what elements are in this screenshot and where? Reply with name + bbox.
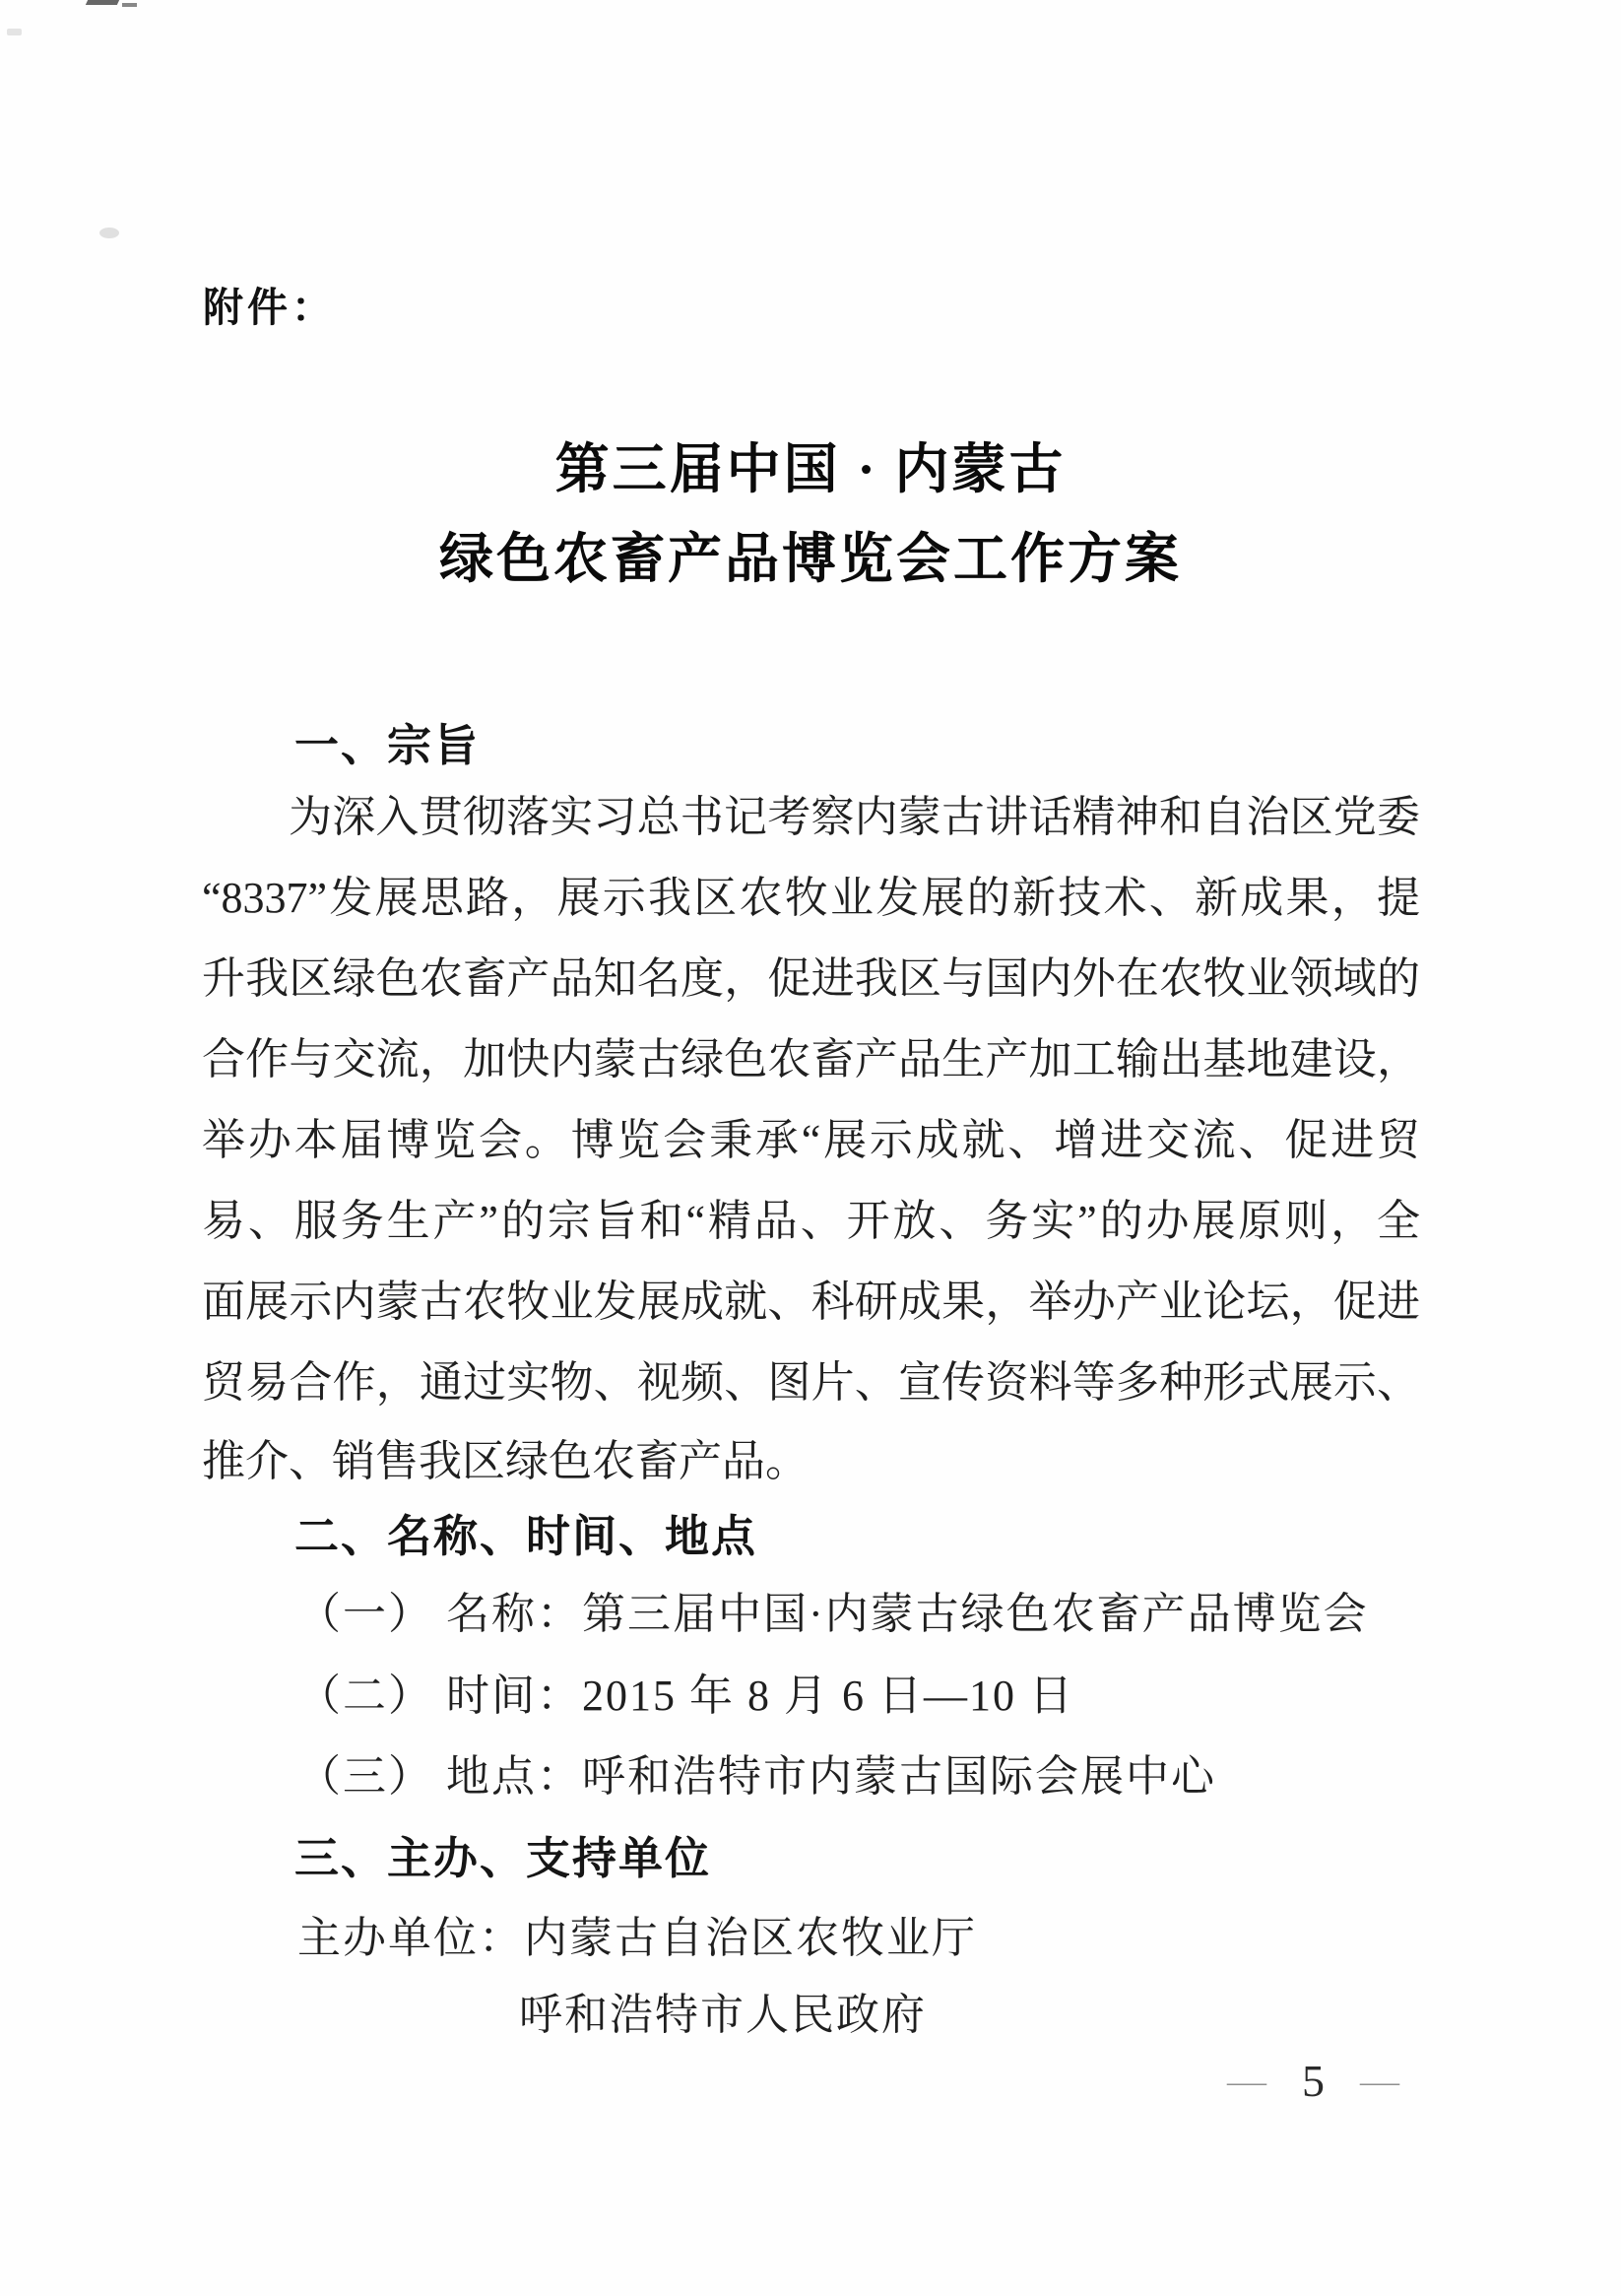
section3-heading: 三、主办、支持单位 (294, 1833, 712, 1883)
item-place: （三） 地点：呼和浩特市内蒙古国际会展中心 (297, 1752, 1216, 1801)
document-title-line2: 绿色农畜产品博览会工作方案 (438, 529, 1182, 589)
attachment-label: 附件： (203, 285, 336, 330)
paragraph-line: 为深入贯彻落实习总书记考察内蒙古讲话精神和自治区党委 (289, 793, 1420, 841)
paragraph-line: 升我区绿色农畜产品知名度，促进我区与国内外在农牧业领域的 (202, 954, 1420, 1003)
paragraph-line: 推介、销售我区绿色农畜产品。 (202, 1437, 809, 1485)
organizer-line2: 呼和浩特市人民政府 (519, 1991, 927, 2039)
page-number (1227, 2056, 1399, 2106)
item-time: （二） 时间：2015 年 8 月 6 日—10 日 (297, 1672, 1074, 1720)
page-number-dash: — (1360, 2064, 1399, 2098)
scan-artifact (86, 0, 119, 5)
paragraph-line: 举办本届博览会。博览会秉承“展示成就、增进交流、促进贸 (202, 1116, 1420, 1164)
scan-artifact (7, 29, 22, 35)
scan-artifact (99, 228, 119, 238)
item-name: （一） 名称：第三届中国·内蒙古绿色农畜产品博览会 (297, 1590, 1369, 1638)
organizer-line: 主办单位：内蒙古自治区农牧业厅 (297, 1914, 977, 1962)
page-number-value: 5 (1302, 2056, 1325, 2106)
section1-heading: 一、宗旨 (294, 720, 481, 770)
paragraph-line: 面展示内蒙古农牧业发展成就、科研成果，举办产业论坛，促进 (202, 1278, 1420, 1326)
paragraph-line: 合作与交流，加快内蒙古绿色农畜产品生产加工输出基地建设， (202, 1035, 1420, 1083)
paragraph-line: 易、服务生产”的宗旨和“精品、开放、务实”的办展原则，全 (202, 1197, 1420, 1245)
document-title-line1: 第三届中国 · 内蒙古 (554, 439, 1067, 499)
paragraph-line: “8337”发展思路，展示我区农牧业发展的新技术、新成果，提 (202, 874, 1420, 922)
paragraph-line: 贸易合作，通过实物、视频、图片、宣传资料等多种形式展示、 (202, 1358, 1420, 1407)
page-number-dash: — (1227, 2064, 1266, 2098)
scan-artifact (122, 3, 137, 7)
section2-heading: 二、名称、时间、地点 (294, 1511, 758, 1561)
